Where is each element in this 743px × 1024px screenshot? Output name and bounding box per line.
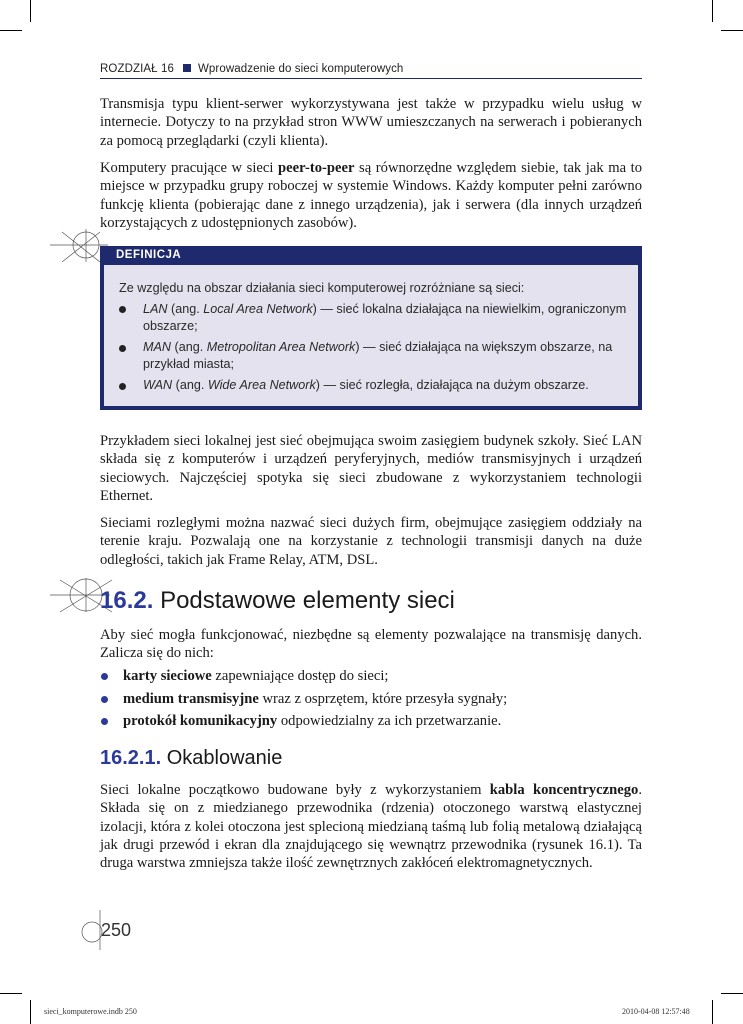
bold-term: protokół komunikacyjny — [123, 713, 278, 729]
bullet-icon — [101, 718, 108, 725]
text-run: są równorzędne względem siebie, tak jak ma to miejsce w przypadku grupy roboczej w systemie Windows. Każdy komputer pełni zarówno funkcję klienta (pobierając dane z innego urządzenia), jak i serwera (dla innych urządzeń korzystających z udostępnionych zasobów). — [100, 160, 642, 231]
footer-file: sieci_komputerowe.indb 250 — [44, 1007, 137, 1016]
bullet-icon — [101, 673, 108, 680]
subsection-heading — [100, 747, 282, 770]
section-heading — [100, 587, 455, 615]
definition-item — [143, 301, 628, 335]
bold-term: karty sieciowe — [123, 668, 212, 684]
definition-intro: Ze względu na obszar działania sieci komputerowej rozróżniane są sieci: — [119, 281, 525, 295]
bullet-icon — [119, 383, 126, 390]
chapter-label: ROZDZIAŁ 16 — [100, 63, 174, 75]
paragraph: Przykładem sieci lokalnej jest sieć obejmująca swoim zasięgiem budynek szkoły. Sieć LAN składa się z komputerów i urządzeń peryferyjnych, mediów transmisyjnych i urządzeń sieciowych. Najczęściej spotyka się sieci zbudowane z wykorzystaniem technologii Ethernet. — [100, 433, 642, 504]
full-name: Local Area Network — [203, 302, 313, 316]
chapter-title: Wprowadzenie do sieci komputerowych — [197, 63, 404, 75]
definition-item — [143, 377, 628, 394]
list-item — [123, 690, 507, 708]
bold-term: peer-to-peer — [278, 160, 355, 176]
bullet-icon — [101, 696, 108, 703]
abbr: MAN — [143, 340, 171, 354]
bullet-icon — [119, 345, 126, 352]
list-item — [123, 712, 501, 730]
section-title: Podstawowe elementy sieci — [160, 587, 455, 614]
paragraph: Sieciami rozległymi można nazwać sieci dużych firm, obejmujące zasięgiem oddziały na terenie kraju. Pozwalają one na korzystanie z technologii transmisji danych na duże odległości, takich jak Frame Relay, ATM, DSL. — [100, 515, 642, 568]
subsection-number: 16.2.1. — [100, 747, 162, 769]
footer-timestamp: 2010-04-08 12:57:48 — [622, 1007, 690, 1016]
text-run: Komputery pracujące w sieci — [100, 160, 279, 176]
bold-term: kabla koncentrycznego — [489, 782, 639, 798]
header-rule — [100, 78, 642, 79]
text-run: (ang. — [167, 302, 204, 316]
full-name: Metropolitan Area Network — [206, 340, 356, 354]
square-icon — [183, 64, 191, 72]
text-run: ) — sieć rozległa, działająca na dużym obszarze. — [315, 378, 589, 392]
bullet-icon — [119, 306, 126, 313]
text-run: (ang. — [171, 340, 207, 354]
definition-label: DEFINICJA — [116, 249, 182, 261]
full-name: Wide Area Network — [207, 378, 316, 392]
text-run: Sieci lokalne początkowo budowane były z wykorzystaniem — [100, 782, 490, 798]
paragraph: Transmisja typu klient-serwer wykorzystywana jest także w przypadku wielu usług w internecie. Dotyczy to na przykład stron WWW umieszczanych na serwerach i pobieranych za pomocą przeglądarki (czyli klienta). — [100, 96, 642, 149]
text-run: ) — sieć działająca na większym obszarze, na przykład miasta; — [143, 340, 613, 371]
bold-term: medium transmisyjne — [123, 691, 259, 707]
paragraph — [100, 159, 642, 232]
text-run: (ang. — [172, 378, 208, 392]
page-number: 250 — [101, 920, 132, 940]
abbr: WAN — [143, 378, 173, 392]
paragraph: Aby sieć mogła funkcjonować, niezbędne są elementy pozwalające na transmisję danych. Zalicza się do nich: — [100, 627, 642, 662]
section-number: 16.2. — [100, 587, 154, 614]
text-run: wraz z osprzętem, które przesyła sygnały; — [258, 691, 508, 707]
paragraph — [100, 781, 642, 872]
text-run: ) — sieć lokalna działająca na niewielkim, ograniczonym obszarze; — [143, 302, 627, 333]
text-run: odpowiedzialny za ich przetwarzanie. — [277, 713, 502, 729]
subsection-title: Okablowanie — [166, 747, 283, 769]
text-run: zapewniające dostęp do sieci; — [211, 668, 389, 684]
definition-item — [143, 339, 628, 373]
abbr: LAN — [143, 302, 168, 316]
text-run: . Składa się on z miedzianego przewodnika (rdzenia) otoczonego warstwą elastycznej izolacji, która z kolei otoczona jest splecioną miedzianą taśmą lub folią metalową działającą jak drugi przewód i ekran dla znajdującego się wewnątrz przewodnika (rysunek 16.1). Ta druga warstwa zmniejsza także ilość zewnętrznych zakłóceń elektromagnetycznych. — [100, 782, 642, 872]
list-item — [123, 667, 388, 685]
running-header — [100, 63, 642, 75]
